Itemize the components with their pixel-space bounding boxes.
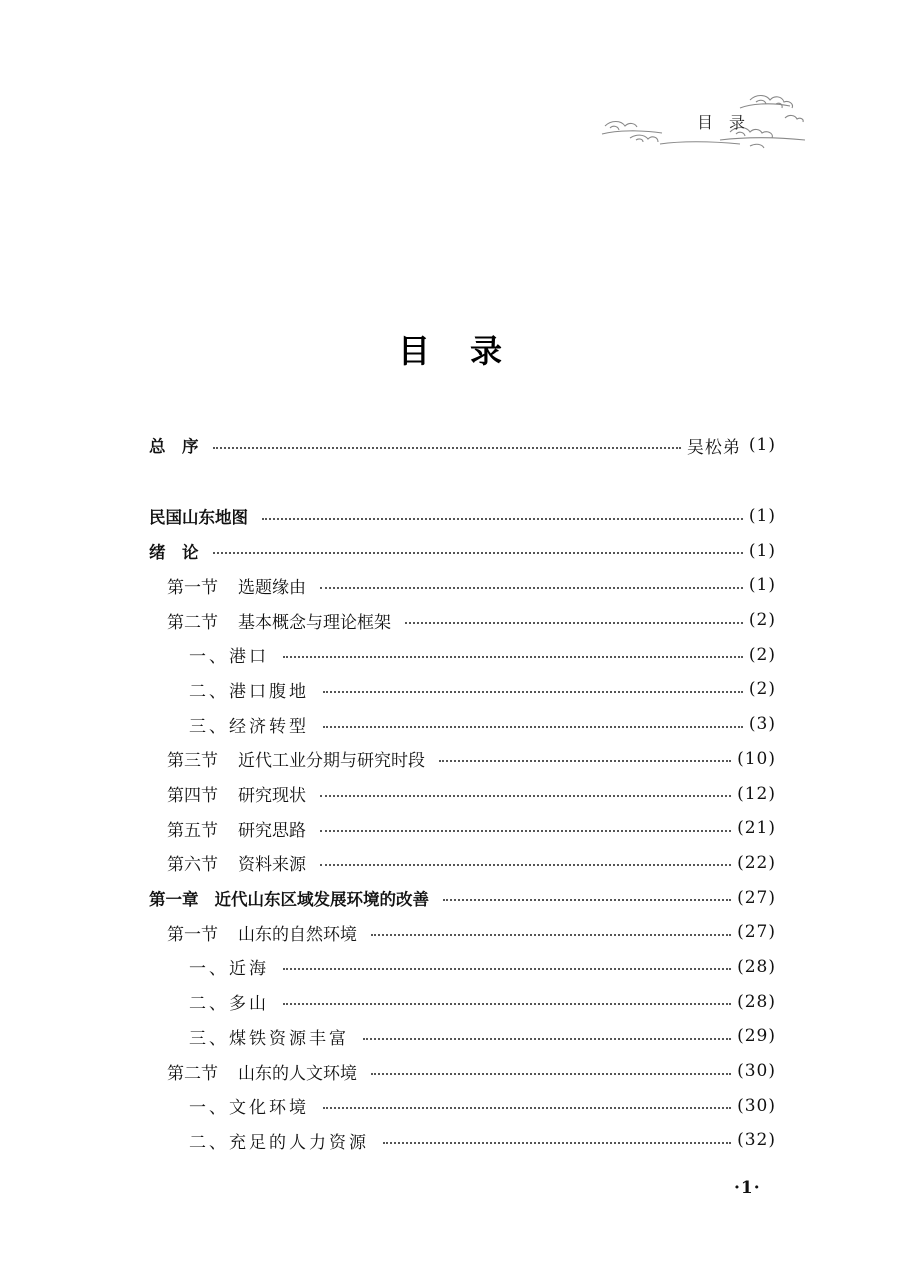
- toc-entry-label: 基本概念与理论框架: [238, 612, 391, 633]
- toc-entry-number: 第六节: [167, 855, 218, 876]
- toc-entry-label: 一、文化环境: [189, 1098, 309, 1119]
- dot-leader: [213, 551, 743, 554]
- toc-entry[interactable]: [149, 637, 776, 672]
- toc-entry-label: 三、经济转型: [189, 716, 309, 737]
- dot-leader: [371, 933, 731, 936]
- toc-entry-title: [189, 642, 277, 667]
- toc-entry-page: (1): [748, 435, 776, 456]
- toc-entry-title: [189, 1128, 377, 1153]
- toc-entry-label: 一、近海: [189, 959, 269, 980]
- page-title: 目录: [397, 332, 542, 370]
- toc-entry[interactable]: [149, 533, 776, 568]
- toc-entry-label: 绪 论: [149, 542, 199, 562]
- toc-entry-label: 二、多山: [189, 994, 269, 1015]
- toc-entry[interactable]: [149, 428, 776, 463]
- toc-entry-page: (32): [737, 1130, 776, 1151]
- toc-entry-page: (2): [748, 610, 776, 631]
- toc-entry[interactable]: [149, 880, 776, 915]
- toc-entry-title: [167, 608, 399, 633]
- toc-entry-title: [167, 1059, 365, 1084]
- dot-leader: [262, 517, 743, 520]
- toc-entry-title: [167, 781, 314, 806]
- toc-entry-page: (1): [748, 575, 776, 596]
- dot-leader: [439, 759, 731, 762]
- toc-entry-author: 吴松弟: [686, 437, 741, 458]
- toc-entry-label: 近代山东区域发展环境的改善: [214, 889, 429, 909]
- toc-entry-label: 三、煤铁资源丰富: [189, 1028, 349, 1049]
- toc-entry-page: (30): [737, 1095, 776, 1116]
- dot-leader: [320, 829, 731, 832]
- toc-entry-page: (3): [748, 714, 776, 735]
- toc-entry[interactable]: [149, 603, 776, 638]
- toc-entry-page: (1): [748, 540, 776, 561]
- toc-entry-page: (22): [737, 852, 776, 873]
- toc-entry-number: 第一节: [167, 577, 218, 598]
- toc-entry-number: 第四节: [167, 786, 218, 807]
- toc-entry[interactable]: [149, 1019, 776, 1054]
- dot-leader: [383, 1141, 731, 1144]
- toc-entry[interactable]: [149, 707, 776, 742]
- toc-entry-title: [189, 989, 277, 1014]
- toc-entry-title: [167, 850, 314, 875]
- toc-entry-page: (2): [748, 644, 776, 665]
- toc-entry-label: 民国山东地图: [149, 508, 248, 528]
- toc-entry-label: 近代工业分期与研究时段: [238, 751, 425, 772]
- toc-entry-title: [149, 433, 207, 457]
- toc-entry-title: [189, 1024, 357, 1049]
- toc-entry-number: 第一节: [167, 924, 218, 945]
- toc-entry-title: [189, 712, 317, 737]
- running-head: [600, 88, 810, 158]
- dot-leader: [283, 1002, 731, 1005]
- toc-entry[interactable]: [149, 811, 776, 846]
- toc-entry-label: 山东的自然环境: [238, 924, 357, 945]
- toc-entry-label: 选题缘由: [238, 577, 306, 598]
- toc-entry-label: 二、充足的人力资源: [189, 1132, 369, 1153]
- toc-entry-page: (29): [737, 1026, 776, 1047]
- toc-entry-label: 一、港口: [189, 647, 269, 668]
- page-number: ·1·: [734, 1178, 761, 1198]
- toc-entry[interactable]: [149, 984, 776, 1019]
- toc-entry-title: [149, 539, 207, 563]
- dot-leader: [213, 446, 681, 449]
- toc-entry-page: (27): [737, 887, 776, 908]
- toc-entry-title: [167, 920, 365, 945]
- toc-entry-number: 第二节: [167, 612, 218, 633]
- toc-entry-page: (27): [737, 922, 776, 943]
- toc-entry[interactable]: [149, 950, 776, 985]
- toc-entry[interactable]: [149, 672, 776, 707]
- dot-leader: [323, 1106, 731, 1109]
- toc-entry-number: 第三节: [167, 751, 218, 772]
- toc-entry[interactable]: [149, 499, 776, 534]
- toc-entry-title: [167, 746, 433, 771]
- dot-leader: [323, 690, 743, 693]
- toc-entry[interactable]: [149, 1123, 776, 1158]
- toc-entry-page: (28): [737, 956, 776, 977]
- toc-entry-title: [189, 677, 317, 702]
- toc-entry-title: [167, 573, 314, 598]
- toc-entry-number: 第一章: [149, 889, 199, 909]
- toc-entry-page: (12): [737, 783, 776, 804]
- toc-entry-label: 二、港口腹地: [189, 681, 309, 702]
- toc-entry[interactable]: [149, 846, 776, 881]
- toc-entry[interactable]: [149, 1088, 776, 1123]
- dot-leader: [363, 1037, 731, 1040]
- toc-entry-number: 第五节: [167, 820, 218, 841]
- toc-entry-page: (28): [737, 991, 776, 1012]
- toc-entry-label: 总 序: [149, 437, 199, 457]
- toc-entry-title: [189, 1093, 317, 1118]
- toc-entry-number: 第二节: [167, 1063, 218, 1084]
- toc-entry-page: (1): [748, 506, 776, 527]
- running-head-text: 目录: [697, 113, 762, 132]
- toc-entry-page: (30): [737, 1061, 776, 1082]
- dot-leader: [405, 621, 743, 624]
- toc-entry-title: [149, 504, 256, 528]
- toc-entry-label: 研究思路: [238, 820, 306, 841]
- table-of-contents: [149, 428, 776, 1158]
- dot-leader: [443, 898, 731, 901]
- dot-leader: [323, 725, 743, 728]
- toc-entry-label: 研究现状: [238, 786, 306, 807]
- toc-entry[interactable]: [149, 776, 776, 811]
- dot-leader: [283, 967, 731, 970]
- toc-entry[interactable]: [149, 915, 776, 950]
- toc-entry[interactable]: [149, 742, 776, 777]
- toc-entry[interactable]: [149, 1054, 776, 1089]
- toc-entry-title: [149, 886, 437, 910]
- toc-entry-page: (10): [737, 748, 776, 769]
- dot-leader: [320, 794, 731, 797]
- toc-entry-page: (21): [737, 818, 776, 839]
- toc-entry-label: 资料来源: [238, 855, 306, 876]
- dot-leader: [320, 586, 743, 589]
- toc-entry-label: 山东的人文环境: [238, 1063, 357, 1084]
- dot-leader: [283, 655, 743, 658]
- dot-leader: [371, 1072, 731, 1075]
- toc-entry-page: (2): [748, 679, 776, 700]
- toc-entry[interactable]: [149, 568, 776, 603]
- toc-entry-title: [167, 816, 314, 841]
- dot-leader: [320, 863, 731, 866]
- toc-entry-title: [189, 954, 277, 979]
